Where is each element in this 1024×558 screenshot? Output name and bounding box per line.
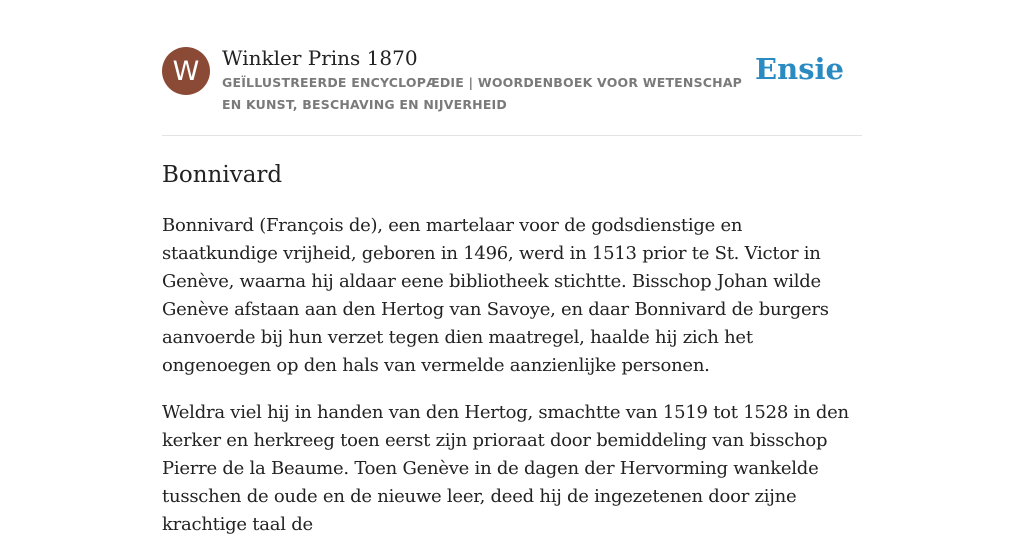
article-body [162,212,862,558]
source-avatar[interactable]: W [162,47,210,95]
header-divider [162,135,862,136]
source-header [162,46,862,116]
source-subtitle: GEÏLLUSTREERDE ENCYCLOPÆDIE | WOORDENBOEK VOOR WETENSCHAP EN KUNST, BESCHAVING EN NIJVERHEID [222,75,743,112]
ensie-logo[interactable]: Ensie [755,52,844,86]
article-title: Bonnivard [162,162,283,188]
source-title[interactable]: Winkler Prins 1870 [222,46,418,70]
article-paragraph: Bonnivard (François de), een martelaar voor de godsdienstige en staatkundige vrijheid, geboren in 1496, werd in 1513 prior te St. Victor in Genève, waarna hij aldaar eene bibliotheek stichtte. Bisschop Johan wilde Genève afstaan aan den Hertog van Savoye, en daar Bonnivard de burgers aanvoerde bij hun verzet tegen dien maatregel, haalde hij zich het ongenoegen op den hals van vermelde aanzienlijke personen. [162,215,829,376]
article-paragraph: Weldra viel hij in handen van den Hertog, smachtte van 1519 tot 1528 in den kerker en herkreeg toen eerst zijn prioraat door bemiddeling van bisschop Pierre de la Beaume. Toen Genève in de dagen der Hervorming wankelde tusschen de oude en de nieuwe leer, deed hij de ingezetenen door zijne krachtige taal de [162,402,849,535]
